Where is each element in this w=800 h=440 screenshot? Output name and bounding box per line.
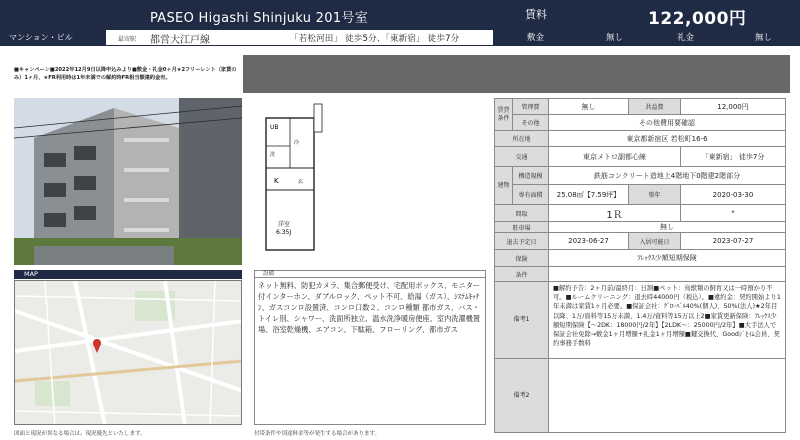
- map-label: MAP: [14, 270, 242, 279]
- cat-building: 建物: [495, 167, 513, 205]
- movein-value: 2023-07-27: [681, 233, 786, 250]
- layout-value: 1Ｒ: [549, 205, 681, 222]
- remarks1-label: 備考1: [495, 282, 549, 359]
- price-panel: [493, 0, 800, 46]
- parking-value: 無し: [549, 222, 786, 233]
- mgmt-fee-label: 管理費: [513, 99, 549, 115]
- deposit-label: 敷金: [527, 33, 545, 43]
- area-label: 専有面積: [513, 185, 549, 205]
- structure-value: 鉄筋コンクリート造地上4階地下0階建2階部分: [549, 167, 786, 185]
- other-fee-value: その他費用要確認: [549, 115, 786, 131]
- built-value: 2020-03-30: [681, 185, 786, 205]
- property-type-badge: マンション・ビル: [0, 30, 106, 46]
- remarks2-text: [549, 359, 786, 433]
- rent-value: 122,000円: [648, 9, 747, 29]
- remarks2-label: 備考2: [495, 359, 549, 433]
- movein-label: 入居可能日: [629, 233, 681, 250]
- property-title: PASEO Higashi Shinjuku 201号室: [150, 11, 368, 26]
- other-fee-label: その他: [513, 115, 549, 131]
- cat-rental-conditions: 賃貸条件: [495, 99, 513, 131]
- insurance-value: ﾌﾚｯｸｽ少額短期保険: [549, 250, 786, 267]
- traffic-label: 交通: [495, 147, 549, 167]
- station-label: 最寄駅: [118, 36, 137, 43]
- header-bar: [0, 0, 493, 30]
- floor-plan: [254, 98, 334, 258]
- vacate-label: 退去予定日: [495, 233, 549, 250]
- built-label: 築年: [629, 185, 681, 205]
- insurance-label: 保険: [495, 250, 549, 267]
- address-value: 東京都新宿区 若松町16-6: [549, 131, 786, 147]
- banner-placeholder: [243, 55, 790, 93]
- traffic-line: 東京メトロ副都心線: [549, 147, 681, 167]
- building-photo: [14, 98, 242, 265]
- map-disclaimer: 図面と現況が異なる場合は、現況優先といたします。: [14, 431, 146, 437]
- rent-label: 賃料: [525, 8, 547, 21]
- room-kitchen: K: [274, 177, 279, 185]
- remarks1-text: ■解約予告：2ヶ月前/最終月：日割■ペット：鳥獣類の飼育又は一時預かり不可。■ルームクリーニング：退去時44000円（税込）。■違約金：契約開始より1年未満は家賃1ヶ月必要。■保証会社：ｸﾞﾛｰﾊﾞﾙ40%(個人)、50%(法人)★2年目以降、1万/資料等15万未満、1.4万/資料等15万以上2■家賃更新保険：ﾌﾚｯｸｽ少額短期保険【～2DK：18000円/2年】【2LDK～：25000円/2年】■大手法人で保証会社免除→敷金1ヶ月増額+礼金1ヶ月増額■鍵交換代、Goodｼﾞﾋｲﾑ会員、契約事務手数料: [549, 282, 786, 359]
- equipment-disclaimer: 付帯条件や別途料金等が発生する場合があります。: [254, 431, 381, 437]
- room-wash: 洗: [270, 152, 276, 158]
- mgmt-fee-value: 無し: [549, 99, 629, 115]
- property-spec-table: [494, 98, 786, 433]
- campaign-text: ■キャンペーン■2022年12月9日以降申込みより■敷金・礼金0ヶ月★2フリーレント（家賃のみ）1ヶ月、★FR利用時は1年未満での解約時FR相当額違約金有。: [14, 67, 237, 81]
- station-line: 都営大江戸線: [150, 35, 210, 46]
- key-money-label: 礼金: [677, 33, 695, 43]
- room-size: 6.35J: [276, 229, 292, 236]
- header-subbar: [0, 30, 493, 46]
- conditions-label: 条件: [495, 267, 549, 282]
- equipment-label: 設備: [254, 270, 486, 278]
- layout-label: 間取: [495, 205, 549, 222]
- conditions-value: [549, 267, 786, 282]
- building-illustration: [14, 98, 242, 265]
- layout-extra: *: [681, 205, 786, 222]
- vacate-value: 2023-06-27: [549, 233, 629, 250]
- common-fee-label: 共益費: [629, 99, 681, 115]
- deposit-value: 無し: [606, 33, 624, 43]
- room-entrance: 玄: [298, 179, 304, 185]
- room-ub: UB: [270, 124, 279, 131]
- structure-label: 構造規模: [513, 167, 549, 185]
- station-access: 「若松河田」 徒歩5分、「東新宿」 徒歩7分: [290, 34, 460, 44]
- room-fridge: 冷: [294, 140, 300, 146]
- common-fee-value: 12,000円: [681, 99, 786, 115]
- traffic-station: 「東新宿」 徒歩7分: [681, 147, 786, 167]
- equipment-text: ネット無料、防犯カメラ、集合郵便受け、宅配用ボックス、モニター付インターホン、ダブルロック、ペット不可、給湯（ガス）、ｼｽﾃﾑｷｯﾁﾝ、ガスコンロ設置済、コンロ口数２、コンロ種類 都市ガス、バス・トイレ別、シャワー、洗面所独立、温水洗浄暖房便座、室内洗濯機置場、浴室乾燥機、エアコン、下駄箱、フローリング、都市ガス: [254, 278, 486, 425]
- area-map[interactable]: [14, 280, 242, 425]
- room-western: 洋室: [278, 221, 291, 228]
- area-value: 25.08㎡【7.59坪】: [549, 185, 629, 205]
- address-label: 所在地: [495, 131, 549, 147]
- key-money-value: 無し: [755, 33, 773, 43]
- parking-label: 駐車場: [495, 222, 549, 233]
